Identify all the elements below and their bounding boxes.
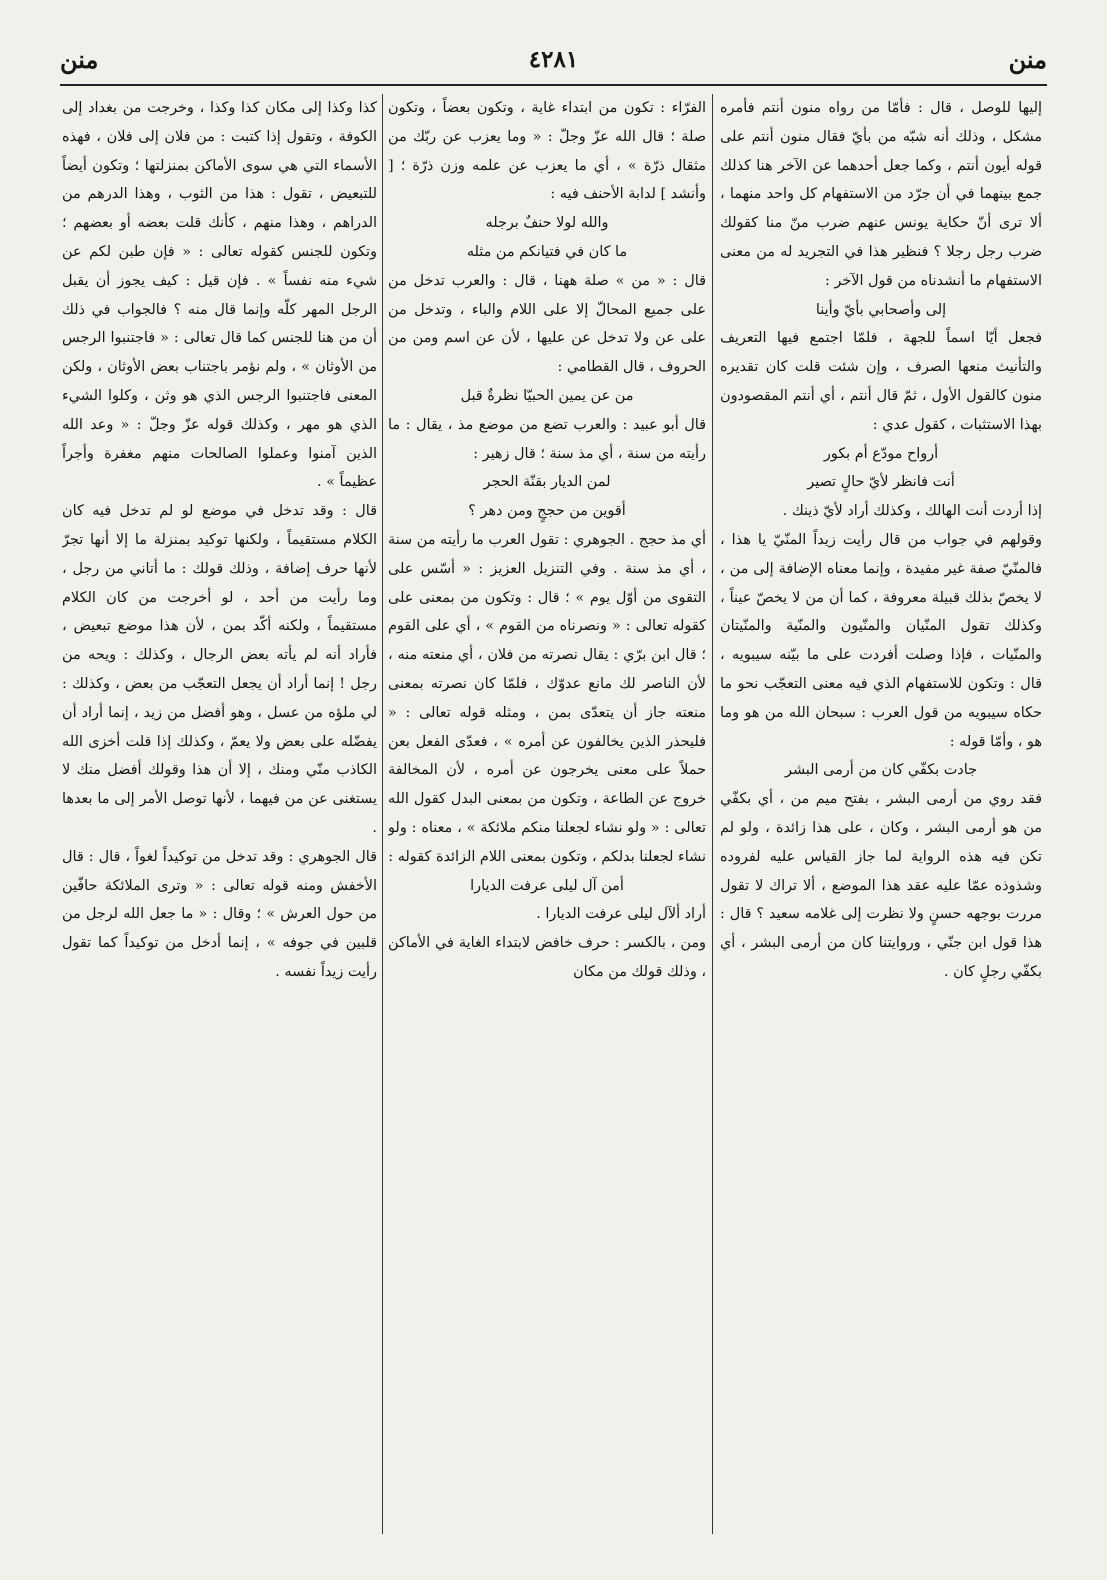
paragraph: أي مذ حجج . الجوهري : تقول العرب ما رأيته من سنة ، أي مذ سنة . وفي التنزيل العزيز : « أسّس على التقوى من أوّل يوم » ؛ قال : وتكون من بمعنى على كقوله تعالى : « ونصرناه من القوم » ، أي على القوم ؛ قال ابن برّي : يقال نصرته من فلان ، أي منعته منه ، لأن الناصر لك مانع عدوّك ، فلمّا كان نصرته بمعنى منعته جاز أن يتعدّى بمن ، ومثله قوله تعالى : « فليحذر الذين يخالفون عن أمره » ، فعدّى الفعل بعن حملاً على معنى يخرجون عن أمره ، لأن المخالفة خروج عن الطاعة ، وتكون من بمعنى البدل كقول الله تعالى : « ولو نشاء لجعلنا منكم ملائكة » ، معناه : ولو نشاء لجعلنا بدلكم ، وتكون بمعنى اللام الزائدة كقوله : — [388, 531, 706, 865]
text-column-middle — [388, 94, 706, 1534]
text-column-right — [720, 94, 1042, 1534]
verse-line: جادت بكفّي كان من أرمى البشر — [785, 762, 977, 779]
column-separator — [712, 94, 713, 1534]
text-column-left — [62, 94, 377, 1534]
paragraph: كذا وكذا إلى مكان كذا وكذا ، وخرجت من بغداد إلى الكوفة ، وتقول إذا كتبت : من فلان إلى فلان ، فهذه الأسماء التي هي سوى الأماكن بمنزلتها ؛ وتكون أيضاً للتبعيض ، تقول : هذا من الثوب ، وهذا الدرهم من الدراهم ، وهذا منهم ، كأنك قلت بعضه أو بعضهم ؛ وتكون للجنس كقوله تعالى : « فإن طبن لكم عن شيء منه نفساً » . فإن قيل : كيف يجوز أن يقبل الرجل المهر كلّه وإنما قال منه ؟ فالجواب في ذلك أن من هنا للجنس كما قال تعالى : « فاجتنبوا الرجس من الأوثان » ، ولم نؤمر باجتناب بعض الأوثان ، ولكن المعنى فاجتنبوا الرجس الذي هو وثن ، وكلوا الشيء الذي هو مهر ، وكذلك قوله عزّ وجلّ : « وعد الله الذين آمنوا وعملوا الصالحات منهم مغفرة وأجراً عظيماً » . — [62, 100, 377, 491]
paragraph: أراد ألآل ليلى عرفت الديارا . — [536, 906, 706, 923]
column-separator — [382, 94, 383, 1534]
paragraph: فقد روي من أرمى البشر ، بفتح ميم من ، أي بكفّي من هو أرمى البشر ، وكان ، على هذا زائدة ، ولو لم تكن فيه هذه الرواية لما جاز القياس عليه لفروده وشذوذه عمّا عليه عقد هذا الموضع ، ألا تراك لا تقول مررت بوجهه حسنٍ ولا نظرت إلى غلامه سعيد ؟ قال : هذا قول ابن جنّي ، وروايتنا كان من أرمى البشر ، أي بكفّي رجلٍ كان . — [720, 791, 1042, 980]
verse-line: ما كان في فتيانكم من مثله — [466, 243, 628, 260]
paragraph: إذا أردت أنت الهالك ، وكذلك أراد لأيّ ذينك . — [782, 503, 1042, 520]
verse-line: أرواح مودّع أم بكور — [823, 445, 939, 462]
paragraph: ومن ، بالكسر : حرف خافض لابتداء الغاية في الأماكن ، وذلك قولك من مكان — [388, 935, 706, 980]
verse-line: أقوين من حججٍ ومن دهر ؟ — [468, 503, 626, 520]
paragraph: وقولهم في جواب من قال رأيت زيداً المنّيّ يا هذا ، فالمنّيّ صفة غير مفيدة ، وإنما معناه الإضافة إلى من ، لا يخصّ بذلك قبيلة معروفة ، كما أن من لا يخصّ عيناً ، وكذلك تقول المنّيان والمنّيون والمنّية والمنّيتان والمنّيات ، فإذا وصلت أفردت على ما بيّنه سيبويه ، قال : وتكون للاستفهام الذي فيه معنى التعجّب نحو ما حكاه سيبويه من قول العرب : سبحان الله من هو وما هو ، وأمّا قوله : — [720, 531, 1042, 750]
header-guide-word-left: منن — [60, 45, 99, 74]
paragraph: قال : « من » صلة ههنا ، قال : والعرب تدخل من على جميع المحالّ إلا على اللام والباء ، وتدخل من على عن ولا تدخل عن عليها ، لأن عن اسم ومن من الحروف ، قال القطامي : — [388, 272, 706, 376]
verse-line: والله لولا حنفٌ برجله — [485, 215, 609, 232]
paragraph: الفرّاء : تكون من ابتداء غاية ، وتكون بعضاً ، وتكون صلة ؛ قال الله عزّ وجلّ : « وما يعزب عن ربّك من مثقال ذرّة » ، أي ما يعزب عن علمه وزن ذرّة ؛ [ وأنشد ] لدابة الأحنف فيه : — [388, 100, 706, 203]
verse-line: أنت فانظر لأيّ حالٍ تصير — [807, 474, 955, 491]
header-guide-word-right: منن — [1008, 45, 1047, 74]
verse-line: من عن يمين الحبيّا نظرةٌ قبل — [460, 387, 634, 404]
paragraph: إليها للوصل ، قال : فأمّا من رواه منون أنتم فأمره مشكل ، وذلك أنه شبّه من بأيّ فقال منون أنتم على قوله أيون أنتم ، وكما جعل أحدهما عن الآخر هنا كذلك جمع بينهما في أن جرّد من الاستفهام كل واحد منهما ، ألا ترى أنّ حكاية يونس عنهم ضرب منّ منا كقولك ضرب رجل رجلا ؟ فنظير هذا في التجريد له من معنى الاستفهام ما أنشدناه من قول الآخر : — [720, 100, 1042, 289]
verse-line: أمن آل ليلى عرفت الديارا — [470, 877, 624, 894]
page-header — [60, 40, 1047, 80]
paragraph: قال الجوهري : وقد تدخل من توكيداً لغواً ، قال : قال الأخفش ومنه قوله تعالى : « وترى الملائكة حافّين من حول العرش » ؛ وقال : « ما جعل الله لرجل من قلبين في جوفه » ، إنما أدخل من توكيداً كما تقول رأيت زيداً نفسه . — [62, 848, 377, 980]
verse-line: لمن الديار بقنّة الحجر — [483, 474, 611, 491]
paragraph: فجعل أيّا اسماً للجهة ، فلمّا اجتمع فيها التعريف والتأنيث منعها الصرف ، وإن شئت قلت كان تقديره منون كالقول الأول ، ثمّ قال أنتم ، أي أنتم المقصودون بهذا الاستثبات ، كقول عدي : — [720, 330, 1042, 433]
paragraph: قال أبو عبيد : والعرب تضع من موضع مذ ، يقال : ما رأيته من سنة ، أي مذ سنة ؛ قال زهير : — [388, 416, 706, 462]
verse-line: إلى وأصحابي بأيّ وأينا — [815, 301, 947, 318]
paragraph: قال : وقد تدخل في موضع لو لم تدخل فيه كان الكلام مستقيماً ، ولكنها توكيد بمنزلة ما إلا أنها تجرّ لأنها حرف إضافة ، وذلك قولك : ما أتاني من رجل ، وما رأيت من أحد ، لو أخرجت من كان الكلام مستقيماً ، ولكنه أكّد بمن ، لأن هذا موضع تبعيض ، فأراد أنه لم يأته بعض الرجال ، وكذلك : ويحه من رجل ! إنما أراد أن يجعل التعجّب من بعض ، وكذلك : لي ملؤه من عسل ، وهو أفضل من زيد ، إنما أراد أن يفضّله على بعض ولا يعمّ ، وكذلك إذا قلت أخزى الله الكاذب منّي ومنك ، إلا أن هذا وقولك أفضل منك لا يستغنى عن من فيهما ، لأنها توصل الأمر إلى ما بعدها . — [62, 503, 377, 836]
page-number: ٤٢٨١ — [528, 46, 579, 73]
header-rule — [60, 84, 1047, 86]
